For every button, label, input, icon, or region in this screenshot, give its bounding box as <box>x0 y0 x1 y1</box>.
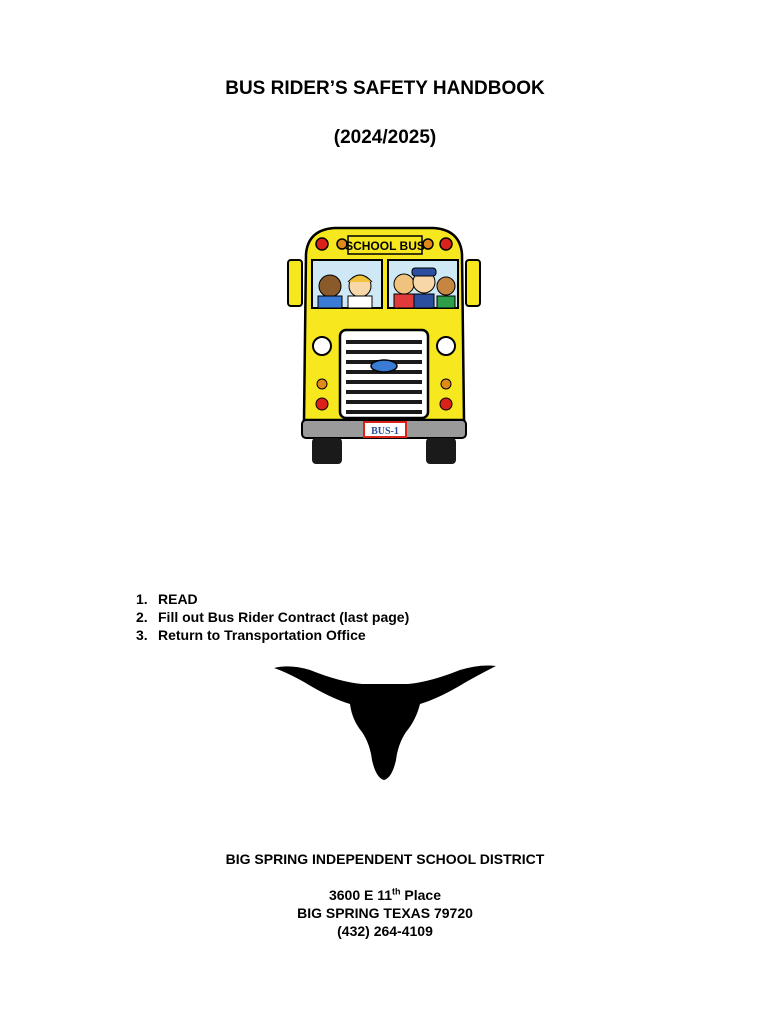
list-item: 2. Fill out Bus Rider Contract (last page) <box>136 609 410 625</box>
instruction-list <box>136 590 409 644</box>
school-bus-icon <box>286 220 482 470</box>
phone-number: (432) 264-4109 <box>337 923 433 939</box>
document-title: BUS RIDER’S SAFETY HANDBOOK <box>225 78 545 99</box>
document-year: (2024/2025) <box>333 127 437 148</box>
license-plate: BUS-1 <box>371 426 399 437</box>
list-item: 1. READ <box>136 591 198 607</box>
bus-sign-text: SCHOOL BUS <box>345 239 425 253</box>
street-address: 3600 E 11th Place <box>328 886 442 903</box>
longhorn-icon <box>270 660 500 785</box>
list-item: 3. Return to Transportation Office <box>136 627 366 643</box>
city-state-zip: BIG SPRING TEXAS 79720 <box>297 905 473 921</box>
district-name: BIG SPRING INDEPENDENT SCHOOL DISTRICT <box>225 851 545 867</box>
